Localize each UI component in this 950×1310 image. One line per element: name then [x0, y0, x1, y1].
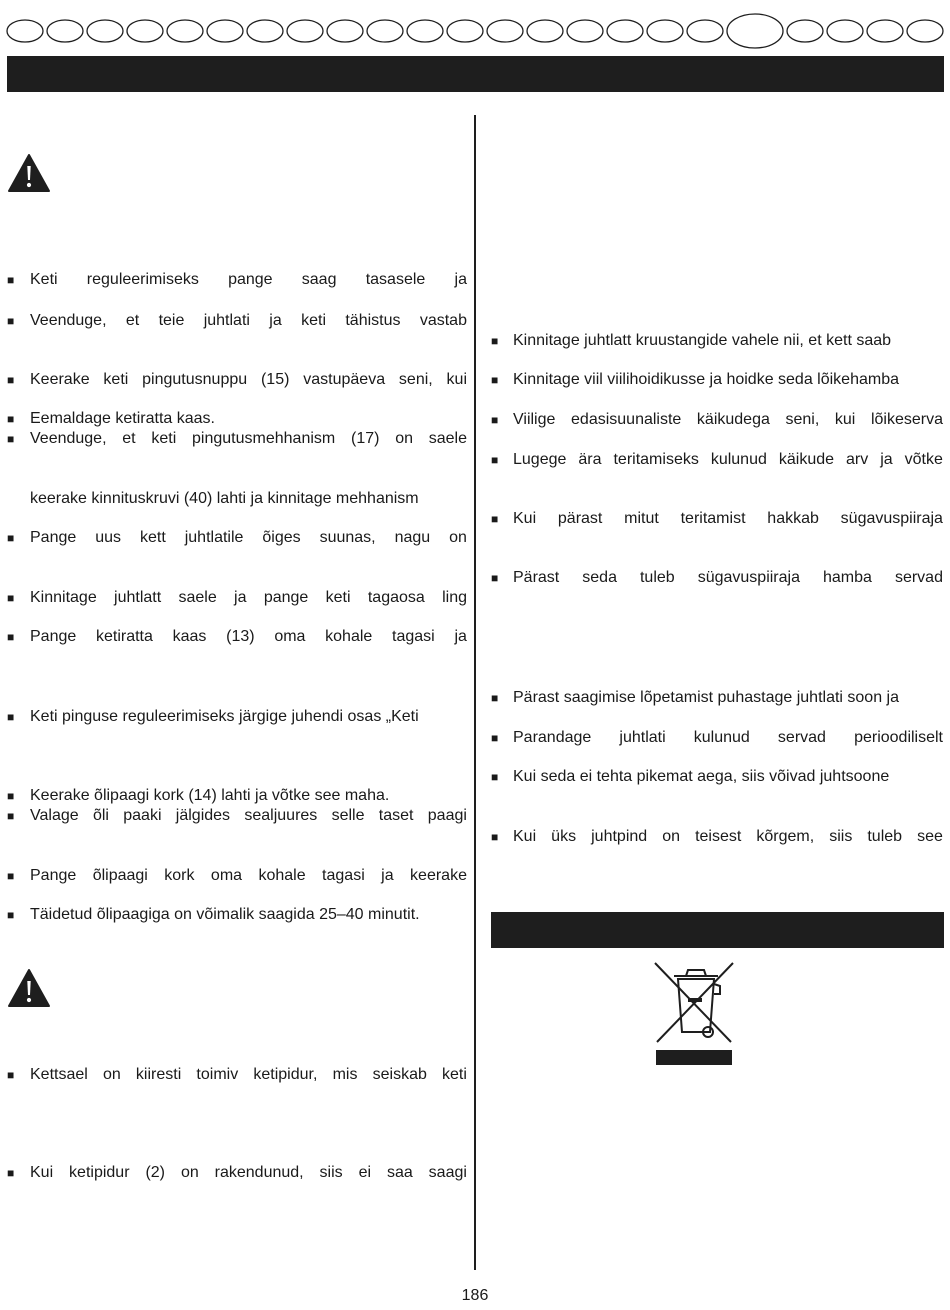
- list-item-text: Eemaldage ketiratta kaas.: [30, 410, 215, 427]
- bullet-icon: ■: [491, 691, 499, 705]
- language-tab: [247, 20, 283, 42]
- language-tab-active: [727, 14, 783, 48]
- list-item-text: Täidetud õlipaagiga on võimalik saagida 25–40 minutit.: [30, 906, 420, 923]
- warning-triangle-icon: [7, 968, 51, 1008]
- language-tab: [867, 20, 903, 42]
- bullet-icon: ■: [491, 453, 499, 467]
- bullet-icon: ■: [7, 373, 15, 387]
- list-item-text: Keti reguleerimiseks pange saag tasasele ja: [30, 271, 467, 288]
- language-tab: [687, 20, 723, 42]
- language-tab: [827, 20, 863, 42]
- list-item-text: Kui pärast mitut teritamist hakkab sügavuspiiraja: [513, 510, 943, 527]
- bullet-icon: ■: [7, 273, 15, 287]
- bullet-icon: ■: [7, 412, 15, 426]
- language-tab: [327, 20, 363, 42]
- list-item-text: Pange ketiratta kaas (13) oma kohale tagasi ja: [30, 628, 467, 645]
- language-tab: [7, 20, 43, 42]
- language-tab: [907, 20, 943, 42]
- page-number: 186: [461, 1287, 489, 1304]
- language-tab: [607, 20, 643, 42]
- language-tab: [527, 20, 563, 42]
- language-tab: [407, 20, 443, 42]
- bullet-icon: ■: [7, 591, 15, 605]
- list-item-text: keerake kinnituskruvi (40) lahti ja kinnitage mehhanism: [30, 490, 419, 507]
- crossed-out-wheelie-bin-icon: [652, 960, 736, 1068]
- list-item-text: Valage õli paaki jälgides sealjuures selle taset paagi: [30, 807, 467, 824]
- bullet-icon: ■: [491, 571, 499, 585]
- language-tab: [787, 20, 823, 42]
- list-item-text: Lugege ära teritamiseks kulunud käikude arv ja võtke: [513, 451, 943, 468]
- list-item-text: Kui ketipidur (2) on rakendunud, siis ei saa saagi: [30, 1164, 467, 1181]
- list-item-text: Kinnitage juhtlatt kruustangide vahele nii, et kett saab: [513, 332, 892, 349]
- bullet-icon: ■: [491, 373, 499, 387]
- language-tab: [567, 20, 603, 42]
- bullet-icon: ■: [7, 869, 15, 883]
- bullet-icon: ■: [7, 314, 15, 328]
- bullet-icon: ■: [7, 908, 15, 922]
- list-item-text: Pange õlipaagi kork oma kohale tagasi ja keerake: [30, 867, 467, 884]
- bullet-icon: ■: [7, 789, 15, 803]
- language-tab: [487, 20, 523, 42]
- bullet-icon: ■: [7, 809, 15, 823]
- bullet-icon: ■: [491, 731, 499, 745]
- language-tab: [287, 20, 323, 42]
- list-item-text: Pärast seda tuleb sügavuspiiraja hamba servad: [513, 569, 943, 586]
- list-item-text: Pange uus kett juhtlatile õiges suunas, nagu on: [30, 529, 467, 546]
- list-item-text: Veenduge, et teie juhtlati ja keti tähistus vastab: [30, 312, 467, 329]
- language-tab: [367, 20, 403, 42]
- language-tab: [647, 20, 683, 42]
- list-item-text: Parandage juhtlati kulunud servad perioodiliselt: [513, 729, 943, 746]
- list-item-text: Kettsael on kiiresti toimiv ketipidur, mis seiskab keti: [30, 1066, 467, 1083]
- bullet-icon: ■: [491, 830, 499, 844]
- bullet-icon: ■: [7, 630, 15, 644]
- bullet-icon: ■: [491, 770, 499, 784]
- list-item-text: Kinnitage viil viilihoidikusse ja hoidke seda lõikehamba: [513, 371, 899, 388]
- list-item-text: Keerake õlipaagi kork (14) lahti ja võtke see maha.: [30, 787, 390, 804]
- language-tab-bar: [0, 0, 950, 50]
- bullet-icon: ■: [491, 334, 499, 348]
- language-tab: [167, 20, 203, 42]
- list-item-text: Kui seda ei tehta pikemat aega, siis võivad juhtsoone: [513, 768, 890, 785]
- language-tab: [447, 20, 483, 42]
- list-item-text: Keti pinguse reguleerimiseks järgige juhendi osas „Keti: [30, 708, 419, 725]
- warning-triangle-icon: [7, 153, 51, 193]
- language-tab: [207, 20, 243, 42]
- language-tab: [47, 20, 83, 42]
- list-item-text: Pärast saagimise lõpetamist puhastage juhtlati soon ja: [513, 689, 899, 706]
- language-tab: [87, 20, 123, 42]
- list-item-text: Veenduge, et keti pingutusmehhanism (17) on saele: [30, 430, 467, 447]
- bullet-icon: ■: [491, 512, 499, 526]
- bullet-icon: ■: [7, 432, 15, 446]
- bullet-icon: ■: [7, 710, 15, 724]
- list-item-text: Keerake keti pingutusnuppu (15) vastupäeva seni, kui: [30, 371, 467, 388]
- bullet-icon: ■: [7, 531, 15, 545]
- language-tab: [127, 20, 163, 42]
- list-item-text: Kui üks juhtpind on teisest kõrgem, siis tuleb see: [513, 828, 943, 845]
- column-divider: [474, 115, 476, 1270]
- disposal-section-header-bar: [491, 912, 944, 948]
- bullet-icon: ■: [7, 1166, 15, 1180]
- bullet-icon: ■: [7, 1068, 15, 1082]
- list-item-text: Kinnitage juhtlatt saele ja pange keti tagaosa ling: [30, 589, 467, 606]
- section-header-bar: [7, 56, 944, 92]
- list-item-text: Viilige edasisuunaliste käikudega seni, kui lõikeserva: [513, 411, 943, 428]
- bullet-icon: ■: [491, 413, 499, 427]
